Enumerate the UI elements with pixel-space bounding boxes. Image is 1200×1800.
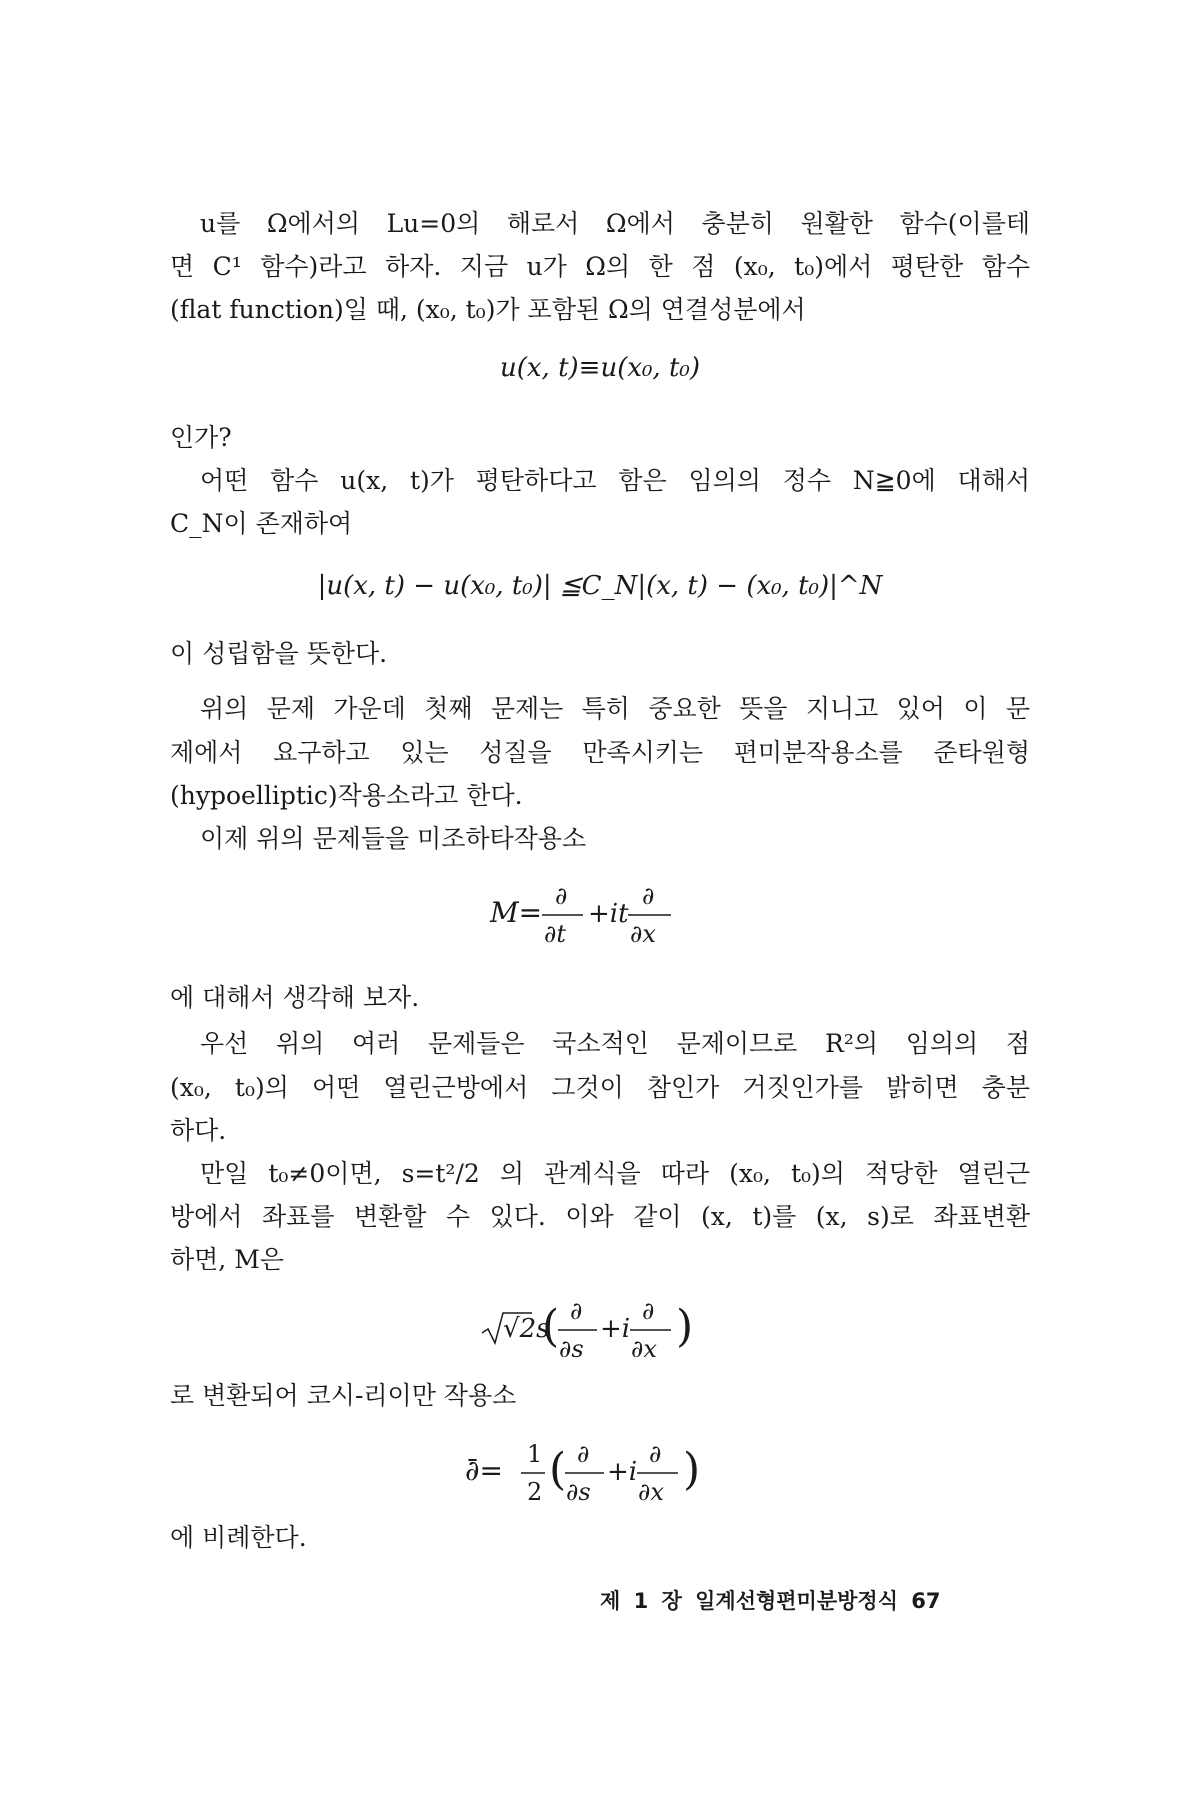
eq-lhs: M= <box>490 896 543 929</box>
equation-mizohata-operator <box>470 870 730 950</box>
eq-numerator: ∂ <box>642 882 655 910</box>
paragraph-line: 제에서 요구하고 있는 성질을 만족시키는 편미분작용소를 준타원형 <box>170 738 1030 767</box>
paragraph-line: u를 Ω에서의 Lu=0의 해로서 Ω에서 충분히 원활한 함수(이를테 <box>200 209 1030 238</box>
eq-denominator: ∂x <box>631 1335 657 1363</box>
eq-numerator: ∂ <box>555 882 568 910</box>
left-paren: ( <box>542 1301 560 1352</box>
chapter-title: 일계선형편미분방정식 <box>695 1589 898 1613</box>
paragraph-line: 위의 문제 가운데 첫째 문제는 특히 중요한 뜻을 지니고 있어 이 문 <box>200 694 1030 723</box>
right-paren: ) <box>676 1301 694 1352</box>
paragraph-line: 만일 t₀≠0이면, s=t²/2 의 관계식을 따라 (x₀, t₀)의 적당한 열린근 <box>200 1159 1030 1188</box>
eq-denominator: ∂x <box>630 920 656 948</box>
right-paren: ) <box>683 1444 701 1495</box>
paragraph-line: 어떤 함수 u(x, t)가 평탄하다고 함은 임의의 정수 N≧0에 대해서 <box>200 466 1030 495</box>
eq-term: +i <box>600 1314 631 1344</box>
eq-radical: √2s <box>503 1314 550 1344</box>
paragraph-line: 하면, M은 <box>170 1245 284 1274</box>
paragraph-line: C_N이 존재하여 <box>170 509 353 538</box>
paragraph-line: (x₀, t₀)의 어떤 열린근방에서 그것이 참인가 거짓인가를 밝히면 충분 <box>170 1073 1030 1102</box>
paragraph-line: 로 변환되어 코시-리이만 작용소 <box>170 1381 517 1410</box>
eq-denominator: ∂t <box>544 920 567 948</box>
paragraph-line: 면 C¹ 함수)라고 하자. 지금 u가 Ω의 한 점 (x₀, t₀)에서 평탄한 함수 <box>170 252 1030 281</box>
eq-numerator: ∂ <box>570 1297 583 1325</box>
paragraph-line: 인가? <box>170 423 232 452</box>
eq-denominator: ∂s <box>566 1478 591 1506</box>
paragraph-line: 에 대해서 생각해 보자. <box>170 983 420 1012</box>
eq-term: +i <box>607 1457 638 1487</box>
eq-numerator: ∂ <box>642 1297 655 1325</box>
running-footer <box>600 1587 941 1615</box>
eq-denominator: 2 <box>527 1478 543 1506</box>
paragraph-line: 우선 위의 여러 문제들은 국소적인 문제이므로 R²의 임의의 점 <box>200 1029 1030 1058</box>
equation-transformed-operator <box>470 1285 730 1365</box>
equation-cauchy-riemann <box>455 1428 735 1508</box>
paragraph-line: 하다. <box>170 1116 227 1145</box>
paragraph-line: (hypoelliptic)작용소라고 한다. <box>170 781 523 810</box>
left-paren: ( <box>549 1444 567 1495</box>
paragraph-line: (flat function)일 때, (x₀, t₀)가 포함된 Ω의 연결성분에서 <box>170 295 806 324</box>
eq-lhs: ∂̄= <box>465 1454 503 1487</box>
chapter-label: 제 1 장 <box>600 1589 682 1613</box>
eq-term: +it <box>588 899 629 929</box>
equation-flat-identity: u(x, t)≡u(x₀, t₀) <box>500 353 700 383</box>
page-number: 67 <box>911 1589 941 1613</box>
eq-denominator: ∂x <box>638 1478 664 1506</box>
paragraph-line: 방에서 좌표를 변환할 수 있다. 이와 같이 (x, t)를 (x, s)로 좌표변환 <box>170 1202 1030 1231</box>
equation-flatness-estimate: |u(x, t) − u(x₀, t₀)| ≦C_N|(x, t) − (x₀, t₀)|^N <box>317 571 883 601</box>
paragraph-line: 이제 위의 문제들을 미조하타작용소 <box>200 824 587 853</box>
eq-numerator: ∂ <box>649 1440 662 1468</box>
eq-numerator: 1 <box>527 1440 543 1468</box>
eq-denominator: ∂s <box>559 1335 584 1363</box>
paragraph-line: 에 비례한다. <box>170 1523 307 1552</box>
paragraph-line: 이 성립함을 뜻한다. <box>170 639 388 668</box>
eq-numerator: ∂ <box>577 1440 590 1468</box>
